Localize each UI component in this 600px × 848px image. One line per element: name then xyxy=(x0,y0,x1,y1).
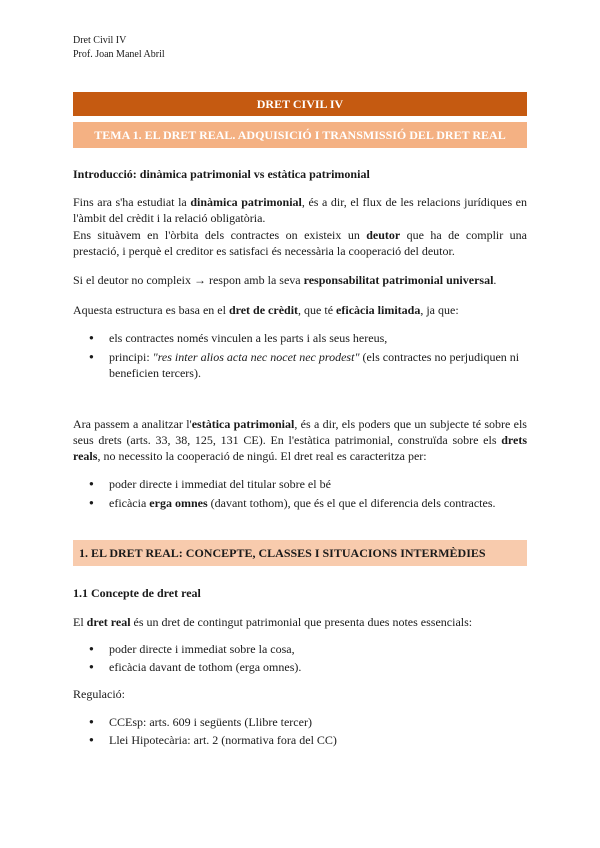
intro-paragraph-2 xyxy=(73,227,527,259)
text: , que té xyxy=(298,303,337,317)
text: Si el deutor no compleix → respon amb la seva xyxy=(73,273,304,287)
text: els contractes només vinculen a les parts i als seus hereus, xyxy=(109,331,388,345)
section-1-banner xyxy=(73,540,527,566)
bold-text: eficàcia limitada xyxy=(336,303,421,317)
course-name: Dret Civil IV xyxy=(73,35,127,46)
banner-subtitle xyxy=(73,122,527,148)
subsection-heading: 1.1 Concepte de dret real xyxy=(73,586,201,600)
text: és un dret de contingut patrimonial que presenta dues notes essencials: xyxy=(130,615,473,629)
text: eficàcia davant de tothom (erga omnes). xyxy=(109,660,302,674)
bold-text: drets reals xyxy=(73,433,527,463)
list-item xyxy=(73,330,527,346)
intro-bullet-list-1 xyxy=(73,330,527,381)
text: , no necessito la cooperació de ningú. El dret real es caracteritza per: xyxy=(97,449,427,463)
text: que ha de complir una prestació, i perquè el creditor es satisfaci és necessària la cooperació del deutor. xyxy=(73,228,527,258)
section-1-title: 1. EL DRET REAL: CONCEPTE, CLASSES I SITUACIONS INTERMÈDIES xyxy=(79,545,486,560)
text: eficàcia xyxy=(109,496,150,510)
text: poder directe i immediat sobre la cosa, xyxy=(109,642,295,656)
text: Ara passem a analitzar l' xyxy=(73,417,192,431)
professor-name: Prof. Joan Manel Abril xyxy=(73,49,165,60)
intro-paragraph-5 xyxy=(73,416,527,464)
list-item xyxy=(73,714,527,730)
banner-title-text: DRET CIVIL IV xyxy=(256,96,344,111)
intro-bullet-list-2 xyxy=(73,476,527,511)
text: . xyxy=(493,273,497,287)
text: CCEsp: arts. 609 i següents (Llibre tercer) xyxy=(109,715,312,729)
regulation-label: Regulació: xyxy=(73,687,125,701)
bold-text: dinàmica patrimonial xyxy=(190,195,302,209)
list-item xyxy=(73,732,527,748)
text: poder directe i immediat del titular sobre el bé xyxy=(109,477,331,491)
text: (els contractes no perjudiquen ni beneficien tercers). xyxy=(109,350,520,380)
text: , ja que: xyxy=(420,303,459,317)
text: principi: xyxy=(109,350,153,364)
intro-paragraph-4 xyxy=(73,302,527,318)
bold-text: deutor xyxy=(366,228,401,242)
list-item xyxy=(73,349,527,381)
banner-subtitle-text: TEMA 1. EL DRET REAL. ADQUISICIÓ I TRANSMISSIÓ DEL DRET REAL xyxy=(94,127,506,142)
text: , és a dir, els poders que un subjecte té sobre els seus drets (arts. 33, 38, 125, 131 CE). En l'estàtica patrimonial, construïda sobre els xyxy=(73,417,527,447)
list-item xyxy=(73,641,527,657)
italic-text: "res inter alios acta nec nocet nec prodest" xyxy=(152,350,360,364)
bold-text: responsabilitat patrimonial universal xyxy=(303,273,494,287)
text: Ens situàvem en l'òrbita dels contractes on existeix un xyxy=(73,228,367,242)
intro-paragraph-1 xyxy=(73,194,527,226)
bold-text: estàtica patrimonial xyxy=(191,417,295,431)
text: Fins ara s'ha estudiat la xyxy=(73,195,191,209)
intro-heading: Introducció: dinàmica patrimonial vs estàtica patrimonial xyxy=(73,167,370,181)
bold-text: erga omnes xyxy=(149,496,208,510)
section-1-bullet-list-2 xyxy=(73,714,527,748)
text: El xyxy=(73,615,87,629)
section-1-paragraph-1 xyxy=(73,614,527,630)
intro-paragraph-3 xyxy=(73,272,527,288)
bold-text: dret real xyxy=(86,615,131,629)
document-header xyxy=(73,34,165,62)
text: , és a dir, el flux de les relacions jurídiques en l'àmbit del crèdit i la relació obligatòria. xyxy=(73,195,528,225)
list-item xyxy=(73,495,527,511)
text: Aquesta estructura es basa en el xyxy=(73,303,229,317)
banner-title xyxy=(73,92,527,116)
text: Llei Hipotecària: art. 2 (normativa fora del CC) xyxy=(109,733,337,747)
text: (davant tothom), que és el que el diferencia dels contractes. xyxy=(207,496,496,510)
list-item xyxy=(73,659,527,675)
bold-text: dret de crèdit xyxy=(228,303,299,317)
section-1-bullet-list-1 xyxy=(73,641,527,675)
list-item xyxy=(73,476,527,492)
